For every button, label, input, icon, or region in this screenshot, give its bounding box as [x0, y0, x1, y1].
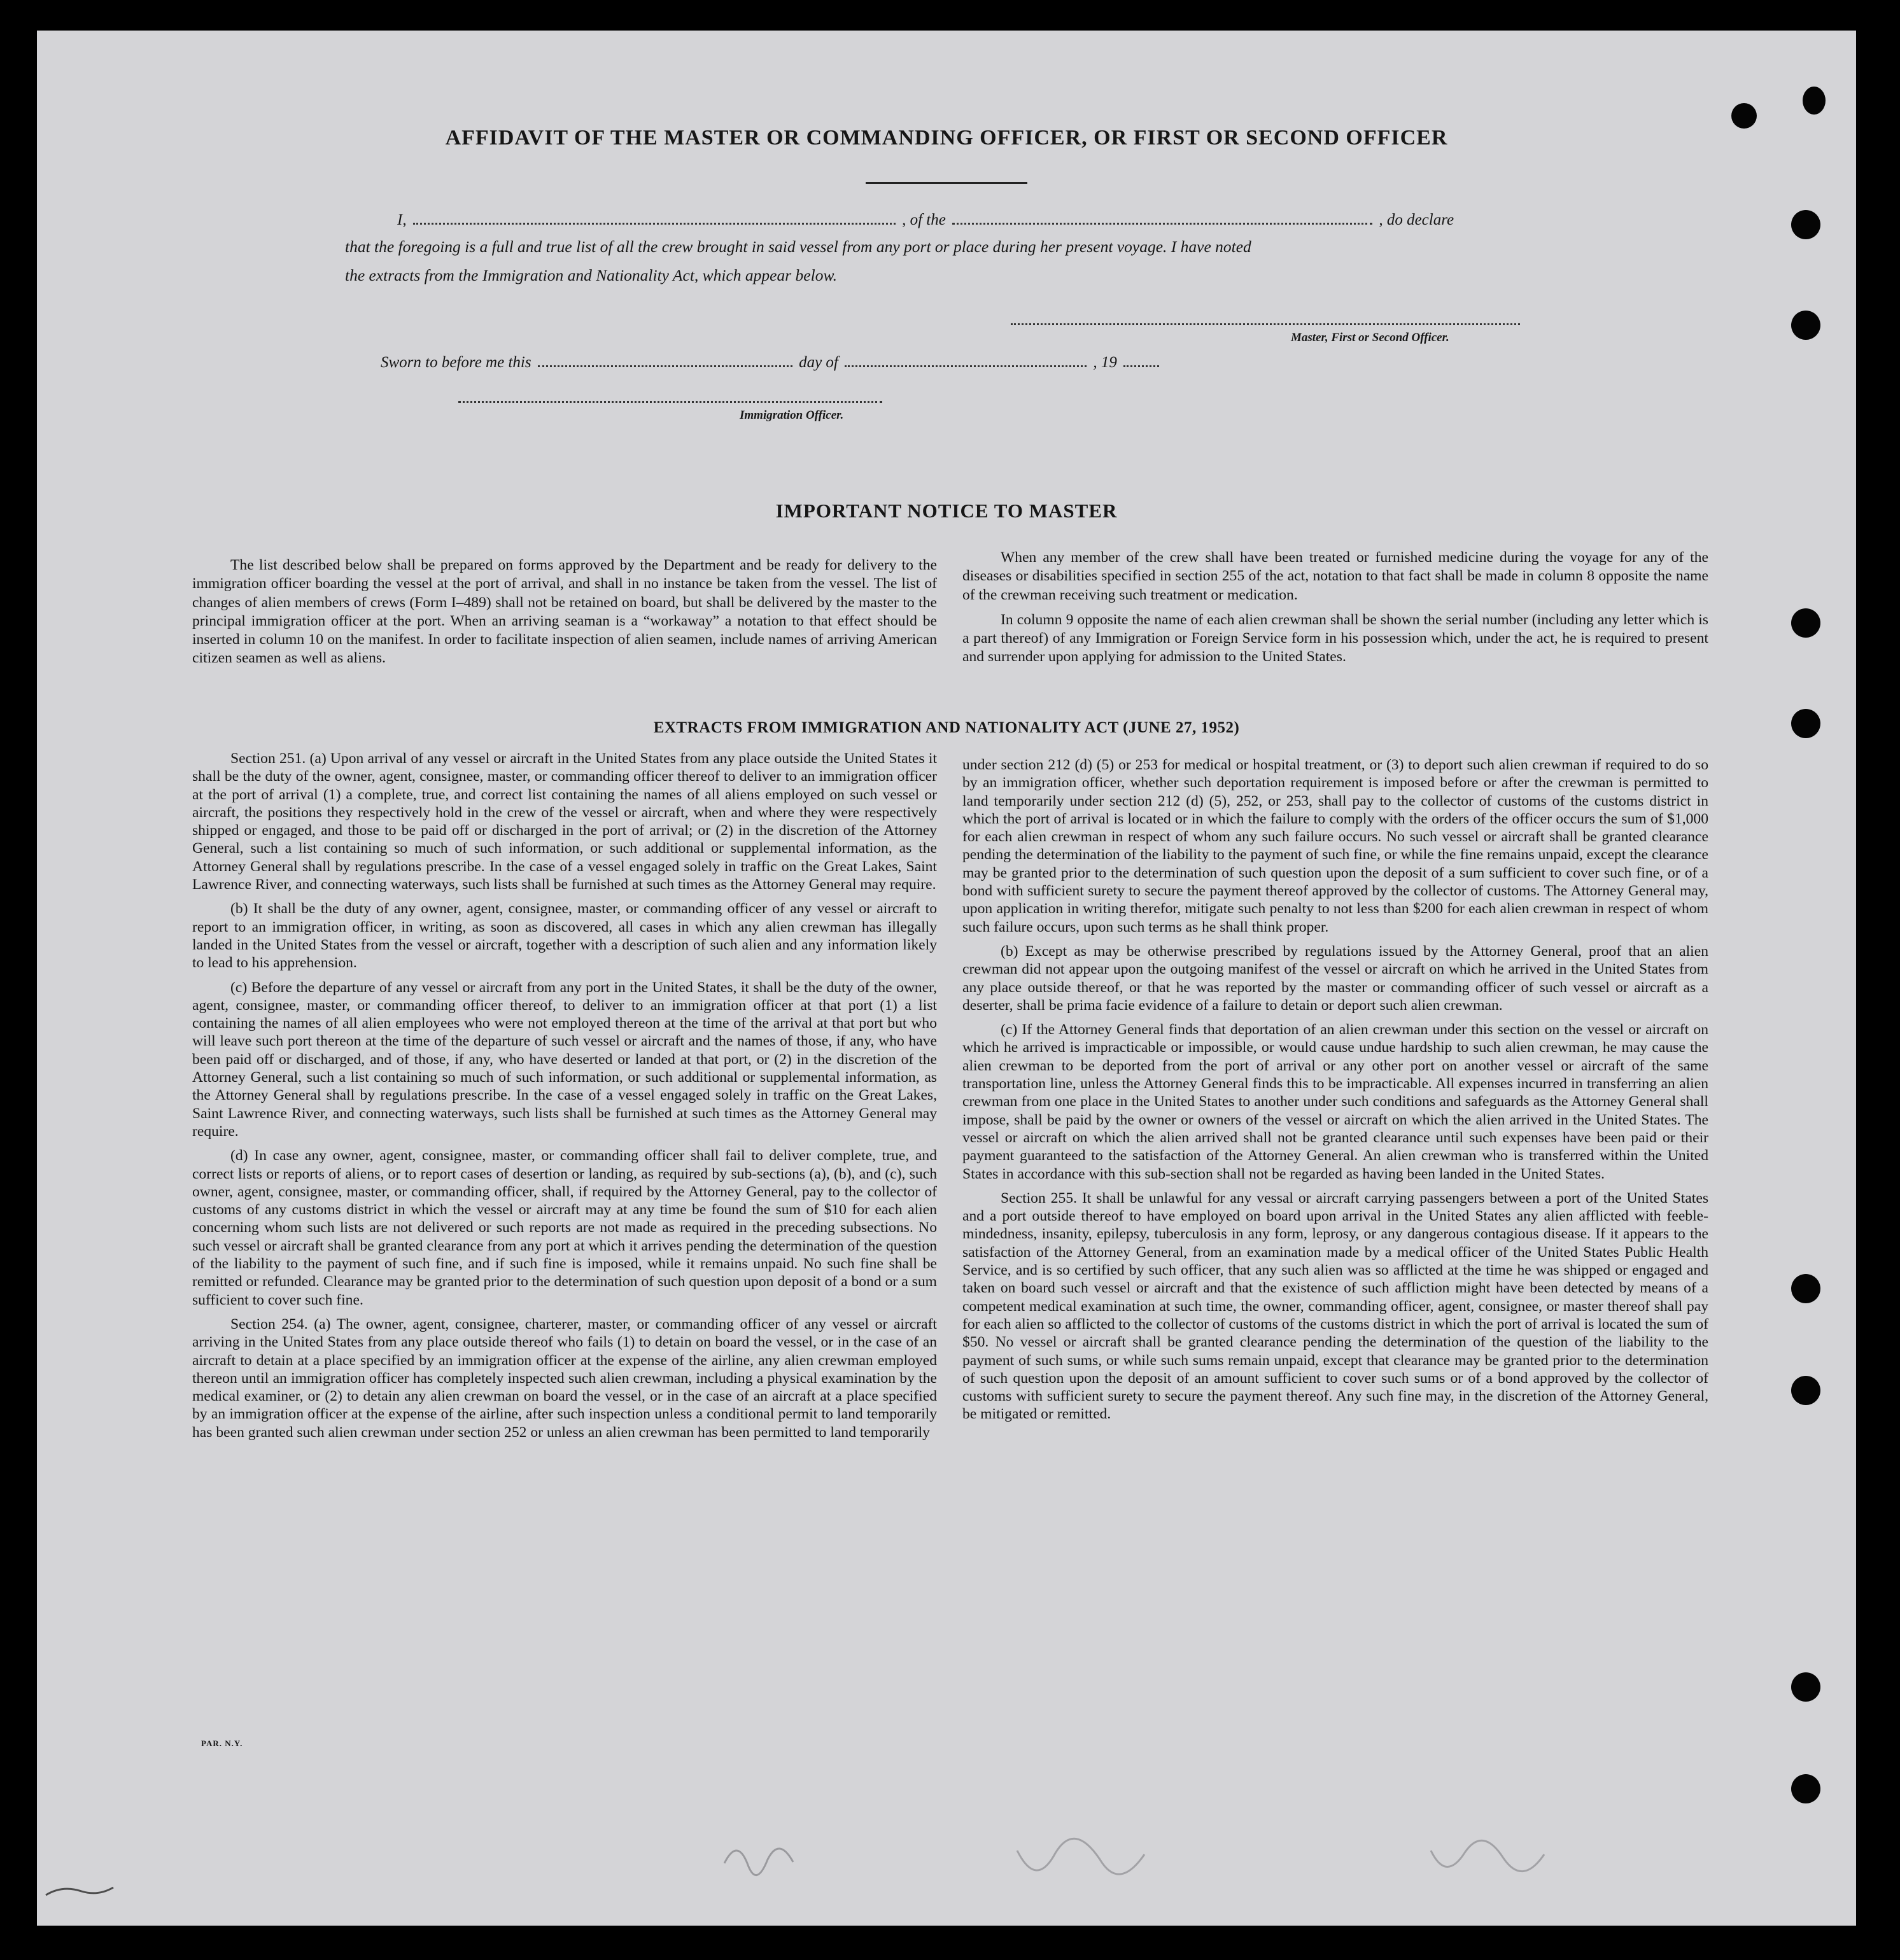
punch-hole	[1791, 608, 1820, 638]
day-of-label: day of	[799, 354, 838, 371]
do-declare-label: , do declare	[1379, 211, 1454, 228]
punch-hole	[1791, 1672, 1820, 1702]
master-caption: Master, First or Second Officer.	[1291, 331, 1449, 344]
notice-right-paragraph: When any member of the crew shall have been treated or furnished medicine during the voyage for any of the diseases or disabilities specified in section 255 of the act, notation to that fact shall be made in column 8 opposite the name of the crewman receiving such treatment or medication.	[962, 549, 1708, 603]
notice-right-column	[962, 549, 1708, 673]
master-signature-line[interactable]	[1011, 323, 1520, 325]
printer-mark: PAR. N.Y.	[201, 1739, 243, 1748]
title-underline	[866, 182, 1027, 184]
punch-hole	[1731, 103, 1757, 129]
sworn-month-field[interactable]	[845, 365, 1087, 367]
punch-hole	[1803, 87, 1826, 115]
punch-hole	[1791, 1274, 1820, 1303]
sworn-label: Sworn to before me this	[381, 354, 531, 371]
extract-paragraph: (b) Except as may be otherwise prescribed by regulations issued by the Attorney General, proof that an alien crewman did not appear upon the outgoing manifest of the vessel or aircraft on which he arrived in the United States from any place outside thereof, or that he was reported by the master or commanding officer of such vessel or aircraft as a deserter, shall be prima facie evidence of a failure to detain or deport such alien crewman.	[962, 942, 1708, 1014]
affidavit-title: AFFIDAVIT OF THE MASTER OR COMMANDING OFFICER, OR FIRST OR SECOND OFFICER	[445, 126, 1448, 150]
declaration-text-3: the extracts from the Immigration and Nationality Act, which appear below.	[345, 266, 837, 284]
notice-right-paragraph: In column 9 opposite the name of each alien crewman shall be shown the serial number (including any letter which is a part thereof) of any Immigration or Foreign Service form in his possession which, under the act, he is required to present and surrender upon applying for admission to the United States.	[962, 611, 1708, 666]
punch-hole	[1791, 311, 1820, 340]
extracts-right-column	[962, 756, 1708, 1430]
name-field[interactable]	[413, 222, 896, 225]
notice-title: IMPORTANT NOTICE TO MASTER	[775, 500, 1118, 522]
of-the-label: , of the	[902, 211, 946, 228]
extract-paragraph: Section 255. It shall be unlawful for any vessal or aircraft carrying passengers between a port of the United States and a port outside thereof to have employed on board upon arrival in the United States any alien afflicted with feeble-mindedness, insanity, epilepsy, tuberculosis in any form, leprosy, or any dangerous contagious disease. If it appears to the satisfaction of the Attorney General, from an examination made by a medical officer of the United States Public Health Service, and is so certified by such officer, that any such alien was so afflicted at the time he was shipped or engaged and taken on board such vessel or aircraft and that the existence of such affliction might have been detected by means of a competent medical examination at such time, the owner, commanding officer, agent, consignee, or master thereof shall pay for each alien so afflicted to the collector of customs of the customs district in which the port of arrival is located the sum of $50. No vessel or aircraft shall be granted clearance pending the determination of the question of the liability to the payment of such sums, or while such sums remain unpaid, except that clearance may be granted prior to the determination of such question upon the deposit of an amount sufficient to cover such sums or of a bond approved by the collector of customs with sufficient surety to secure the payment thereof. Any such fine may, in the discretion of the Attorney General, be mitigated or remitted.	[962, 1189, 1708, 1423]
officer-signature-line[interactable]	[458, 401, 882, 403]
i-label: I,	[397, 211, 407, 228]
punch-hole	[1791, 1774, 1820, 1803]
extract-paragraph: Section 251. (a) Upon arrival of any vessel or aircraft in the United States from any place outside the United States it shall be the duty of the owner, agent, consignee, master, or commanding officer thereof to deliver to an immigration officer at the port of arrival (1) a complete, true, and correct list containing the names of all aliens employed on such vessel or aircraft, the positions they respectively hold in the crew of the vessel or aircraft, when and where they were respectively shipped or engaged, and those to be paid off or discharged in the port of arrival; or (2) in the discretion of the Attorney General, such a list containing so much of such information, or such additional or supplemental information, as the Attorney General shall by regulations prescribe. In the case of a vessel engaged solely in traffic on the Great Lakes, Saint Lawrence River, and connecting waterways, such lists shall be furnished at such times as the Attorney General may require.	[192, 750, 937, 893]
document-page	[37, 31, 1856, 1926]
extract-paragraph: (c) Before the departure of any vessel or aircraft from any port in the United States, it shall be the duty of the owner, agent, consignee, master, or commanding officer thereof, to deliver to an immigration officer at that port (1) a list containing the names of all alien employees who were not employed thereon at the time of the arrival at that port but who will leave such port thereon at the time of the departure of such vessel or aircraft and the names of those, if any, who have been paid off or discharged, and of those, if any, who have deserted or landed at that port, or (2) in the discretion of the Attorney General, such a list containing so much of such information, or such additional or supplemental information, as the Attorney General shall by regulations prescribe. In the case of a vessel engaged solely in traffic on the Great Lakes, Saint Lawrence River, and connecting waterways, such lists shall be furnished at such times as the Attorney General may require.	[192, 979, 937, 1140]
extract-paragraph: (c) If the Attorney General finds that deportation of an alien crewman under this section on the vessel or aircraft on which he arrived is impracticable or impossible, or would cause undue hardship to such alien crewman, he may cause the alien crewman to be deported from the port of arrival or any other port on another vessel or aircraft of the same transportation line, unless the Attorney General finds this to be impracticable. All expenses incurred in transferring an alien crewman from one place in the United States to another under such conditions and safeguards as the Attorney General shall impose, shall be paid by the owner or owners of the vessel or aircraft on which the alien arrived in the United States. The vessel or aircraft on which the alien arrived shall not be granted clearance until such expenses have been paid or their payment guaranteed to the satisfaction of the Attorney General. An alien crewman who is transferred within the United States in accordance with this sub-section shall not be regarded as having been landed in the United States.	[962, 1021, 1708, 1182]
notice-left-column	[192, 556, 937, 675]
officer-caption: Immigration Officer.	[740, 409, 844, 422]
extract-paragraph: (b) It shall be the duty of any owner, agent, consignee, master, or commanding officer of any vessel or aircraft to report to an immigration officer, in writing, as soon as discovered, all cases in which any alien crewman has illegally landed in the United States from the vessel or aircraft, together with a description of such alien and any information likely to lead to his apprehension.	[192, 900, 937, 972]
declaration-text-2: that the foregoing is a full and true list of all the crew brought in said vessel from any port or place during her present voyage. I have noted	[345, 237, 1251, 256]
declaration-line	[397, 211, 1454, 229]
punch-hole	[1791, 1376, 1820, 1405]
extracts-title: EXTRACTS FROM IMMIGRATION AND NATIONALITY ACT (JUNE 27, 1952)	[653, 719, 1240, 736]
extract-paragraph: (d) In case any owner, agent, consignee, master, or commanding officer shall fail to deliver complete, true, and correct lists or reports of aliens, or to report cases of desertion or landing, as required by sub-sections (a), (b), and (c), such owner, agent, consignee, master, or commanding officer, shall, if required by the Attorney General, pay to the collector of customs of any customs district in which the vessel or aircraft may at any time be found the sum of $10 for each alien concerning whom such lists are not delivered or such reports are not made as required in the preceding subsections. No such vessel or aircraft shall be granted clearance from any port at which it arrives pending the determination of the question of the liability to the payment of such fine, and if such fine is imposed, while it remains unpaid. No such fine shall be remitted or refunded. Clearance may be granted prior to the determination of such question upon deposit of a bond or a sum sufficient to cover such fine.	[192, 1147, 937, 1308]
extract-paragraph: under section 212 (d) (5) or 253 for medical or hospital treatment, or (3) to deport such alien crewman if required to do so by an immigration officer, whether such deportation requirement is imposed before or after the crewman is permitted to land temporarily under section 212 (d) (5), 252, or 253, shall pay to the collector of customs of the customs district in which the port of arrival is located or in which the failure to comply with the orders of the officer occurs the sum of $1,000 for each alien crewman in respect of whom any such failure occurs. No such vessel or aircraft shall be granted clearance pending the determination of the liability to the payment of such fine, or while the fine remains unpaid, except the clearance may be granted prior to the determination of such question upon the deposit of a sum sufficient to cover such fine, or of a bond with sufficient surety to secure the payment thereof approved by the collector of customs. The Attorney General may, upon application in writing therefor, mitigate such penalty to not less than $200 for each alien crewman in respect of whom such failure occurs, upon such terms as he shall think proper.	[962, 757, 1708, 935]
sworn-year-field[interactable]	[1123, 365, 1159, 367]
pencil-marks	[37, 1825, 1856, 1926]
year-label: , 19	[1093, 354, 1117, 371]
extract-paragraph: Section 254. (a) The owner, agent, consignee, charterer, master, or commanding officer of any vessel or aircraft arriving in the United States from any place outside thereof who fails (1) to detain on board the vessel, or in the case of an aircraft to detain at a place specified by an immigration officer at the expense of the airline, any alien crewman employed thereon until an immigration officer has completely inspected such alien crewman, including a physical examination by the medical examiner, or (2) to detain any alien crewman on board the vessel, or in the case of an aircraft at a place specified by an immigration officer at the expense of the airline, after such inspection unless a conditional permit to land temporarily has been granted such alien crewman under section 252 or unless an alien crewman has been permitted to land temporarily	[192, 1315, 937, 1441]
sworn-day-field[interactable]	[538, 365, 792, 367]
extracts-left-column	[192, 750, 937, 1448]
notice-left-paragraph: The list described below shall be prepared on forms approved by the Department and be ready for delivery to the immigration officer boarding the vessel at the port of arrival, and shall in no instance be taken from the vessel. The list of changes of alien members of crews (Form I–489) shall not be retained on board, but shall be delivered by the master to the principal immigration officer at the port. When an arriving seaman is a “workaway” a notation to that effect should be inserted in column 10 on the manifest. In order to facilitate inspection of alien seamen, include names of arriving American citizen seamen as well as aliens.	[192, 557, 937, 667]
vessel-field[interactable]	[952, 222, 1372, 225]
punch-hole	[1791, 210, 1820, 239]
sworn-line	[381, 354, 1162, 372]
